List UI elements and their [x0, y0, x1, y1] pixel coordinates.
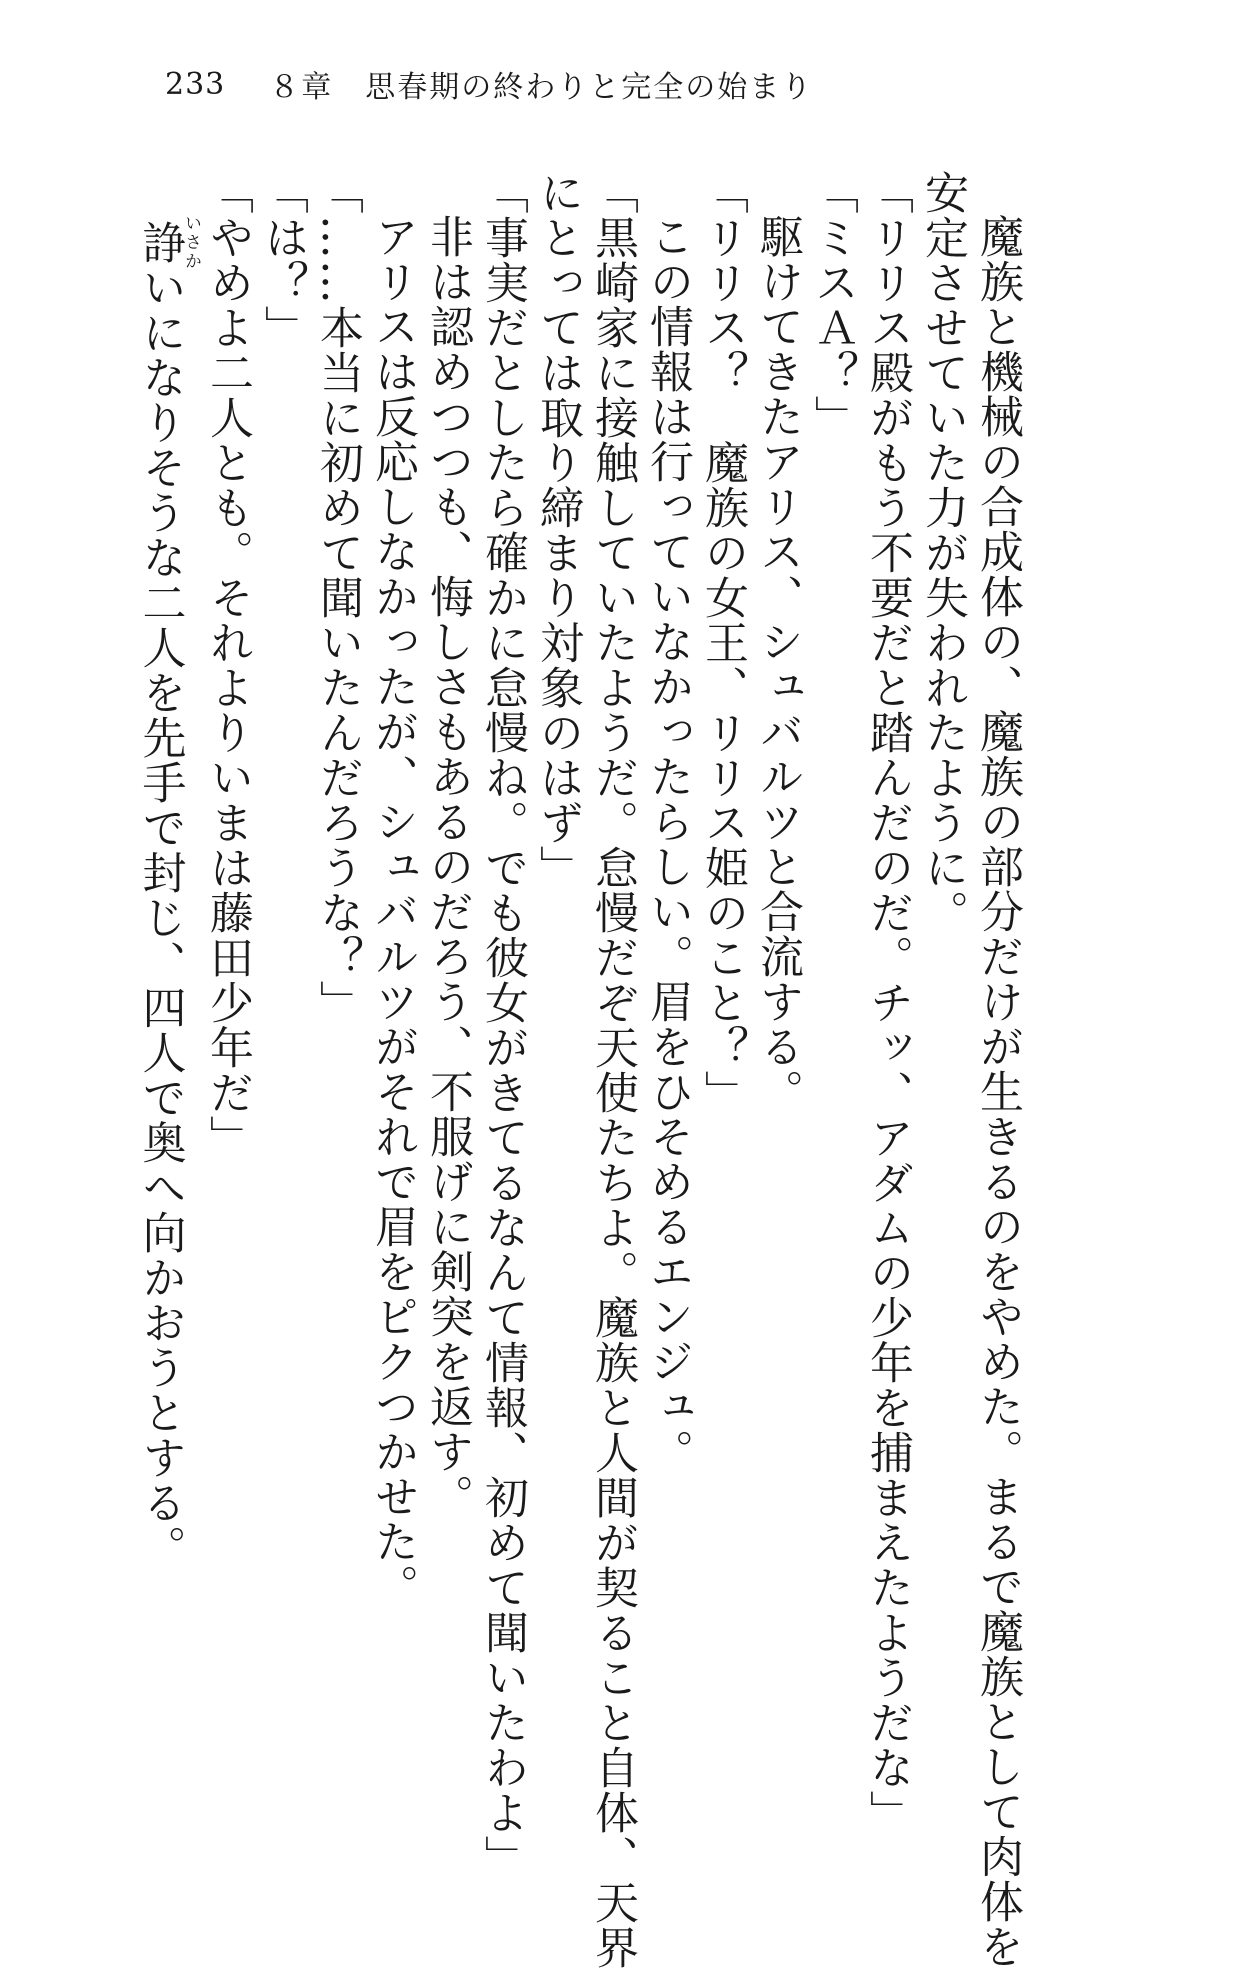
text-line: 駆けてきたアリス、シュバルツと合流する。 [752, 214, 803, 1114]
ruby-annotation [134, 214, 201, 271]
ruby-base: 諍 [134, 214, 186, 271]
text-line [133, 170, 201, 1730]
dialogue-line: 「ミスＡ？」 [807, 170, 858, 440]
dialogue-line: 「事実だとしたら確かに怠慢ね。でも彼女がきてるなんて情報、初めて聞いたわよ」 [477, 170, 528, 1880]
running-header [165, 62, 813, 106]
text-line: 安定させていた力が失われたように。 [917, 170, 968, 935]
text-line: アリスは反応しなかったが、シュバルツがそれで眉をピクつかせた。 [367, 214, 418, 1609]
dialogue-line: 「やめよ二人とも。それよりいまは藤田少年だ」 [202, 170, 253, 1160]
page-number: 233 [165, 66, 226, 102]
dialogue-line: 「リリス殿がもう不要だと踏んだのだ。チッ、アダムの少年を捕まえたようだな」 [862, 170, 913, 1835]
dialogue-line: 「は？」 [257, 170, 308, 350]
ruby-reading: いさか [181, 214, 201, 271]
dialogue-line: 「リリス？ 魔族の女王、リリス姫のこと？」 [697, 170, 748, 1115]
dialogue-line: 「……本当に初めて聞いたんだろうな？」 [312, 170, 363, 1025]
vertical-body-text [133, 170, 1026, 1970]
text-line: 魔族と機械の合成体の、魔族の部分だけが生きるのをやめた。まるで魔族として肉体を [972, 214, 1023, 1969]
text-line: 非は認めつつも、悔しさもあるのだろう、不服げに剣突を返す。 [422, 214, 473, 1519]
text-line: この情報は行っていなかったらしい。眉をひそめるエンジュ。 [642, 214, 693, 1474]
dialogue-line: 「黒崎家に接触していたようだ。怠慢だぞ天使たちよ。魔族と人間が契ること自体、天界 [587, 170, 638, 1970]
chapter-title: ８章 思春期の終わりと完全の始まり [269, 70, 814, 105]
text-line-rest: いになりそうな二人を先手で封じ、四人で奥へ向かおうとする。 [134, 265, 186, 1570]
dialogue-line: にとっては取り締まり対象のはず」 [532, 170, 583, 890]
